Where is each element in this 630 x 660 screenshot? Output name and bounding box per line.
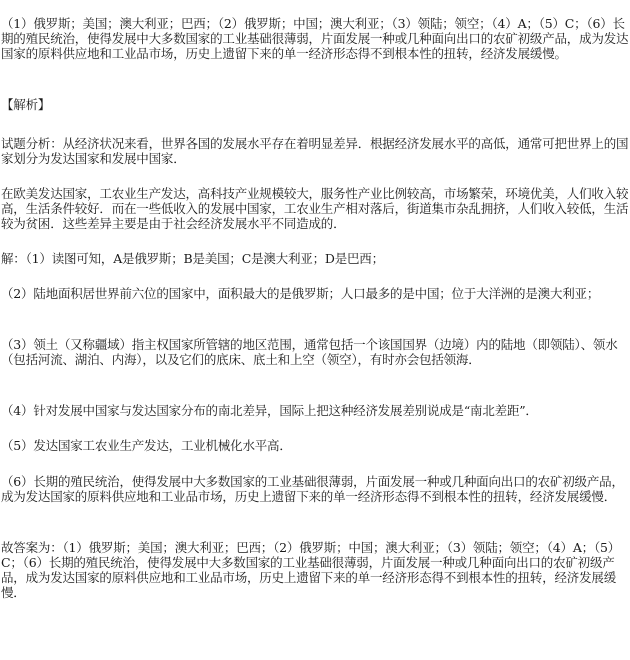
analysis-paragraph-2: 在欧美发达国家，工农业生产发达，高科技产业规模较大，服务性产业比例较高，市场繁荣，环境优美，人们收入较高，生活条件较好．而在一些低收入的发展中国家，工农业生产相对落后，街道集市杂乱拥挤，人们收入较低，生活较为贫困．这些差异主要是由于社会经济发展水平不同造成的．	[1, 186, 629, 231]
analysis-paragraph-1: 试题分析：从经济状况来看，世界各国的发展水平存在着明显差异．根据经济发展水平的高低，通常可把世界上的国家划分为发达国家和发展中国家．	[1, 136, 629, 166]
answer-top-text: （1）俄罗斯；美国；澳大利亚；巴西；（2）俄罗斯；中国；澳大利亚；（3）领陆；领空；（4）A；（5）C；（6）长期的殖民统治，使得发展中大多数国家的工业基础很薄弱，片面发展一种或几种面向出口的农矿初级产品，成为发达国家的原料供应地和工业品市场，历史上遗留下来的单一经济形态得不到根本性的扭转，经济发展缓慢。	[1, 16, 629, 61]
solution-paragraph-1: 解：（1）读图可知，A是俄罗斯；B是美国；C是澳大利亚；D是巴西；	[1, 251, 384, 266]
solution-paragraph-4: （4）针对发展中国家与发达国家分布的南北差异，国际上把这种经济发展差别说成是“南北差距”．	[1, 403, 538, 418]
analysis-heading: 【解析】	[1, 97, 51, 112]
solution-paragraph-2: （2）陆地面积居世界前六位的国家中，面积最大的是俄罗斯；人口最多的是中国；位于大洋洲的是澳大利亚；	[1, 286, 600, 301]
solution-paragraph-5: （5）发达国家工农业生产发达，工业机械化水平高．	[1, 438, 292, 453]
solution-paragraph-6: （6）长期的殖民统治，使得发展中大多数国家的工业基础很薄弱，片面发展一种或几种面向出口的农矿初级产品，成为发达国家的原料供应地和工业品市场，历史上遗留下来的单一经济形态得不到根本性的扭转，经济发展缓慢．	[1, 474, 624, 504]
solution-paragraph-3: （3）领土（又称疆域）指主权国家所管辖的地区范围，通常包括一个该国国界（边境）内的陆地（即领陆）、领水（包括河流、湖泊、内海），以及它们的底床、底土和上空（领空），有时亦会包括领海．	[1, 337, 618, 367]
final-answer-text: 故答案为：（1）俄罗斯；美国；澳大利亚；巴西；（2）俄罗斯；中国；澳大利亚；（3）领陆；领空；（4）A；（5）C；（6）长期的殖民统治，使得发展中大多数国家的工业基础很薄弱，片面发展一种或几种面向出口的农矿初级产品，成为发达国家的原料供应地和工业品市场，历史上遗留下来的单一经济形态得不到根本性的扭转，经济发展缓慢．	[1, 540, 621, 600]
